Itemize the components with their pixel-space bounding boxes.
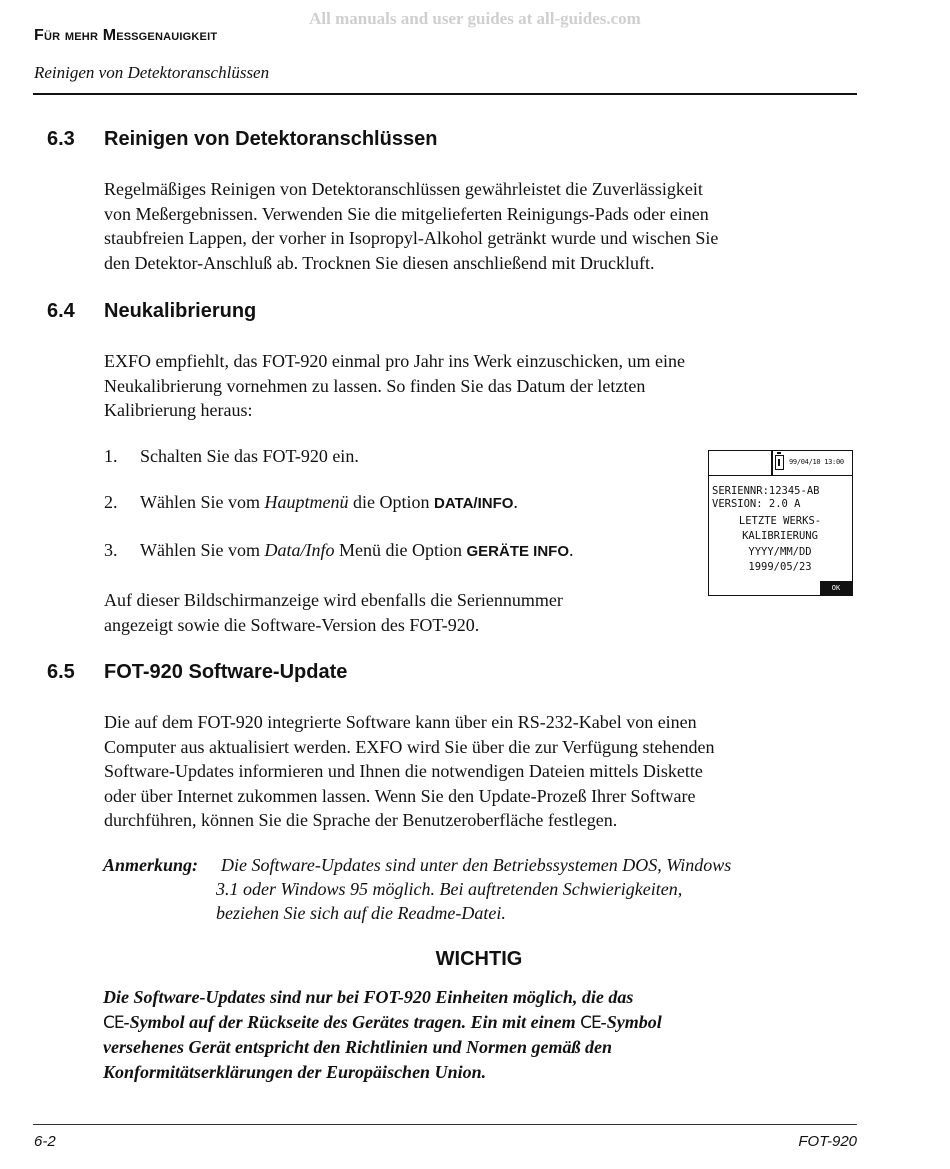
status-separator (771, 451, 773, 475)
paragraph-6-4 (104, 349, 685, 423)
screen-cal-line2: KALIBRIERUNG (742, 530, 818, 542)
text-line: Computer aus aktualisiert werden. EXFO wird Sie über die zur Verfügung stehenden (104, 736, 715, 757)
important-title: WICHTIG (435, 948, 523, 970)
section-number-6-5: 6.5 (47, 661, 75, 683)
text-line: EXFO empfiehlt, das FOT-920 einmal pro Jahr ins Werk einzuschicken, um eine (104, 351, 685, 371)
text-line: Regelmäßiges Reinigen von Detektoranschlüssen gewährleistet die Zuverlässigkeit (104, 179, 703, 199)
note-line: beziehen Sie sich auf die Readme-Datei. (216, 903, 506, 923)
text-line: Auf dieser Bildschirmanzeige wird ebenfalls die Seriennummer (104, 590, 563, 610)
text-line: CE-Symbol auf der Rückseite des Gerätes tragen. Ein mit einem CE-Symbol (103, 1011, 662, 1033)
watermark: All manuals and user guides at all-guides.com (309, 9, 641, 28)
step-text: Wählen Sie vom Hauptmenü die Option DATA/INFO. (140, 492, 518, 512)
screen-cal-line1: LETZTE WERKS- (738, 515, 822, 527)
text-line: versehenes Gerät entspricht den Richtlinien und Normen gemäß den (103, 1037, 613, 1057)
text-line: von Meßergebnissen. Verwenden Sie die mitgelieferten Reinigungs-Pads oder einen (104, 203, 709, 224)
product-name: FOT-920 (798, 1133, 857, 1150)
screen-date: 1999/05/23 (748, 561, 812, 573)
chapter-header: Für mehr Meßgenauigkeit (34, 27, 218, 44)
screen-datetime: 99/04/10 13:00 (789, 458, 844, 466)
ce-mark-icon: CE (580, 1012, 601, 1033)
screen-ok-softkey: OK (820, 581, 852, 595)
text-line: Kalibrierung heraus: (104, 400, 253, 420)
battery-icon (775, 455, 784, 470)
device-screen (708, 450, 853, 596)
section-header: Reinigen von Detektoranschlüssen (34, 63, 270, 82)
note-label: Anmerkung: (103, 855, 199, 875)
section-number-6-3: 6.3 (47, 128, 75, 150)
text-line: oder über Internet zukommen lassen. Wenn Sie den Update-Prozeß Ihrer Software (104, 785, 696, 806)
screen-date-format: YYYY/MM/DD (748, 546, 812, 558)
step-number: 2. (104, 492, 118, 512)
paragraph-6-3 (104, 177, 718, 275)
step-number: 1. (104, 446, 118, 466)
section-title-6-5: FOT-920 Software-Update (104, 661, 348, 683)
text-line: Neukalibrierung vornehmen zu lassen. So finden Sie das Datum der letzten (104, 375, 646, 396)
important-text (103, 985, 662, 1084)
text-line: durchführen, können Sie die Sprache der Benutzeroberfläche festlegen. (104, 810, 618, 830)
text-line: den Detektor-Anschluß ab. Trocknen Sie diesen anschließend mit Druckluft. (104, 252, 655, 273)
text-line: Die auf dem FOT-920 integrierte Software kann über ein RS-232-Kabel von einen (104, 712, 697, 732)
section-number-6-4: 6.4 (47, 300, 75, 322)
paragraph-6-4-after (104, 588, 563, 637)
text-line: angezeigt sowie die Software-Version des FOT-920. (104, 614, 480, 635)
text-line: Software-Updates informieren und Ihnen die notwendigen Dateien mittels Diskette (104, 761, 703, 781)
step-number: 3. (104, 540, 118, 560)
paragraph-6-5 (104, 710, 715, 833)
page-number: 6-2 (34, 1133, 56, 1150)
text-line: Konformitätserklärungen der Europäischen Union. (103, 1061, 487, 1082)
step-text: Schalten Sie das FOT-920 ein. (140, 446, 359, 466)
section-title-6-3: Reinigen von Detektoranschlüssen (104, 128, 438, 150)
note-line: Die Software-Updates sind unter den Betriebssystemen DOS, Windows (221, 855, 732, 875)
footer-rule (33, 1124, 857, 1125)
header-rule (33, 93, 857, 95)
text-line: Die Software-Updates sind nur bei FOT-920 Einheiten möglich, die das (103, 987, 634, 1007)
screen-version: VERSION: 2.0 A (712, 498, 801, 510)
step-text: Wählen Sie vom Data/Info Menü die Option GERÄTE INFO. (140, 540, 574, 560)
note-line: 3.1 oder Windows 95 möglich. Bei auftretenden Schwierigkeiten, (216, 879, 683, 899)
section-title-6-4: Neukalibrierung (104, 300, 257, 322)
screen-serial: SERIENNR:12345-AB (712, 485, 820, 497)
text-line: staubfreien Lappen, der vorher in Isopropyl-Alkohol getränkt wurde und wischen Sie (104, 228, 719, 248)
ce-mark-icon: CE (103, 1012, 124, 1033)
